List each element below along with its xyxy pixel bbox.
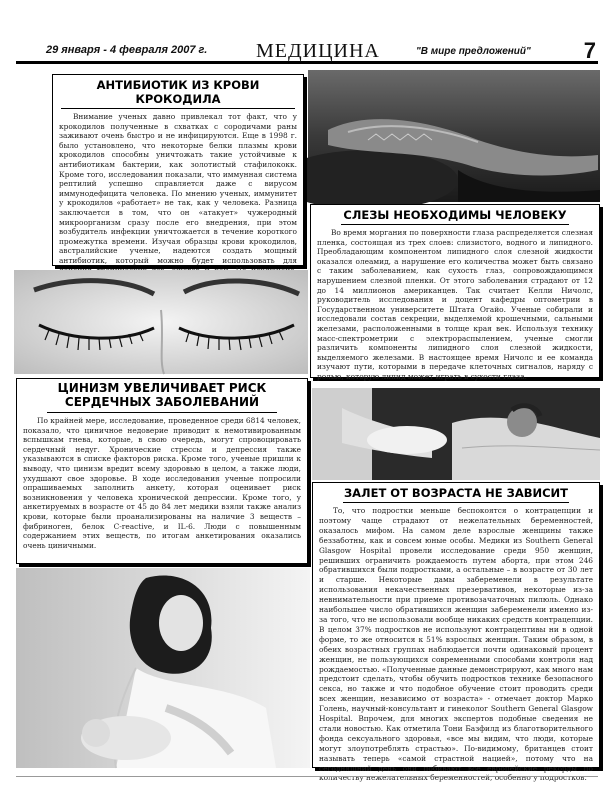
- article-pregnancy: [312, 482, 600, 783]
- mother-baby-photo: [16, 568, 310, 768]
- page-number: 7: [583, 38, 596, 63]
- article-pregnancy-body: То, что подростки меньше беспокоятся о контрацепции и поэтому чаще страдают от нежелательных беременностей, оказалось мифом. На самом деле взрослые женщины также беззаботны, как и совсем юные особы. Медики из Southern General Glasgow Hospital провели исследование среди 950 женщин, решивших ограничить рождаемость путем аборта, при этом 246 обратившихся были подростками, а остальные – в возрасте от 30 лет и старше. Некоторые дамы забеременели в результате использования некачественных презервативов, некоторые из-за невнимательности при приеме противозачаточных пилюль. Однако наибольшее число обратившихся женщин забеременели именно из-за того, что не использовали вообще никаких средств контрацепции. В целом 37% подростков не используют контрацептивы ни в одной форме, то же относится к 51% взрослых женщин. Таким образом, в обеих возрастных группах наблюдается почти одинаковый процент женщин, не пользующихся современными способами контроля над рождаемостью. «Полученные данные демонстрируют, как много нам предстоит сделать, чтобы обучить подростков технике безопасного секса, но также и что подобное обучение стоит проводить среди всех женщин, независимо от возраста» - отмечает доктор Марко Голень, научный-консультант и гинеколог Southern General Glasgow Hospital. Впрочем, для многих экспертов подобные сведения не стали новостью. Как отметила Тони Базфилд из благотворительного фонда сексуального здоровья, «все мы видим, что люди, которые могут злоупотреблять страстью». По-видимому, британцев стоит называть теперь «самой страстной нацией», потому что на сегодняшний день они побивают все европейские рекорды по количеству нежелательных беременностей, особенно у подростков.: [319, 506, 593, 783]
- section-title: МЕДИЦИНА: [256, 40, 380, 62]
- crocodile-photo: [308, 70, 600, 202]
- article-pregnancy-title: ЗАЛЕТ ОТ ВОЗРАСТА НЕ ЗАВИСИТ: [343, 483, 569, 503]
- article-cynicism-title: [47, 379, 277, 413]
- article-tears: [310, 204, 600, 381]
- article-cynicism: [16, 378, 308, 564]
- article-crocodile-title: АНТИБИОТИК ИЗ КРОВИ КРОКОДИЛА: [61, 75, 295, 109]
- footer-rule: [16, 776, 598, 777]
- article-cynicism-title-line1: ЦИНИЗМ УВЕЛИЧИВАЕТ РИСК: [57, 381, 267, 395]
- newspaper-name: "В мире предложений": [416, 46, 531, 57]
- article-tears-title: СЛЕЗЫ НЕОБХОДИМЫ ЧЕЛОВЕКУ: [341, 205, 569, 225]
- article-crocodile: [52, 74, 304, 266]
- article-cynicism-body: По крайней мере, исследование, проведенное среди 6814 человек, показало, что циничное недоверие приводит к немотивированным вспышкам гнева, которые, в свою очередь, могут спровоцировать сердечный недуг. Хронические стрессы и депрессия также указываются в списке факторов риска. Кроме того, ученые пришли к выводу, что цинизм вредит всему здоровью в целом, а также люди, ухудшают свое здоровье. В ходе исследования ученые попросили опрашиваемых заполнить анкету, которая оценивает риск возникновения у человека хронической депрессии. Кроме того, у анкетируемых в возрасте от 45 до 84 лет медики взяли также анализ крови, которые были проанализированы на наличие 3 веществ – фибриноген, белок C-reactive, и IL-6. Люди с повышенным содержанием этих веществ, по итогам анкетирования оказались очень циничными.: [23, 416, 301, 550]
- issue-date: 29 января - 4 февраля 2007 г.: [46, 44, 208, 56]
- article-tears-body: Во время моргания по поверхности глаза распределяется слезная пленка, состоящая из трех слоев: слизистого, водного и липидного. Преобладающим компонентом липидного слоя слезной жидкости оказался олеамид, а нарушение его количества может быть связано с таким заболеванием, как сухость глаз, сопровождающимся нарушением слезной пленки. От этого заболевания страдают от 12 до 14 миллионов американцев. Так считает Келли Ничолс, руководитель исследования и доцент кафедры оптометрии в Государственном университете Штата Огайо. Ученые собирали и исследовали состав секреции, выделяемой крошечными, сальными железами, расположенными в толще края век. Используя технику масс-спектрометрии с электрораспылением, ученые смогли различить компоненты липидного слоя слезной жидкости, выделяемого железами. В настоящее время Ничолс и ее команда изучают пути, которыми в передаче клеточных сигналов, наряду с ролью, которую липид может играть в сухости глаза.: [317, 228, 593, 381]
- closed-eyes-photo: [14, 270, 308, 374]
- article-cynicism-title-line2: СЕРДЕЧНЫХ ЗАБОЛЕВАНИЙ: [64, 395, 260, 409]
- article-crocodile-body: Внимание ученых давно привлекал тот факт, что у крокодилов полученные в схватках с сородичами раны заживают очень быстро и не инфицируются. Еще в 1998 г. было установлено, что некоторые белки плазмы крови крокодилов способны уничтожать такие устойчивые к антибиотикам бактерии, как золотистый стафилококк. Кроме того, исследования показали, что иммунная система рептилий успешно справляется даже с вирусом иммунодефицита человека. По мнению ученых, иммунитет у крокодилов «работает» не так, как у человека. Разница заключается в том, что он «атакует» чужеродный микроорганизм сразу после его внедрения, при этом возбудитель инфекции уничтожается в течение короткого промежутка времени. Изучая образцы крови крокодилов, австралийские ученые, надеются создать мощный антибиотик, который можно будет использовать для: [59, 112, 297, 265]
- page-header: [16, 38, 598, 64]
- patient-ultrasound-photo: [312, 388, 600, 480]
